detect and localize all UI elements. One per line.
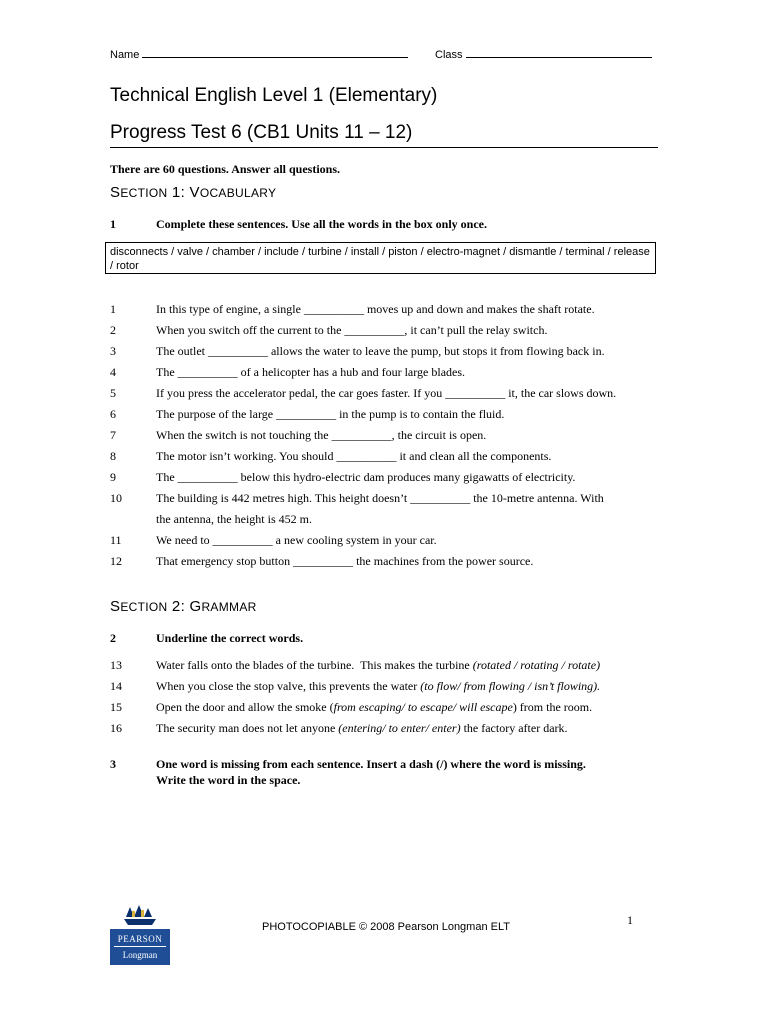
- question-text-continued: the antenna, the height is 452 m.: [156, 512, 312, 526]
- name-field[interactable]: [110, 48, 408, 61]
- task1-number: 1: [110, 217, 116, 231]
- question-text: Open the door and allow the smoke (from escaping/ to escape/ will escape) from the room.: [156, 700, 593, 714]
- class-label: Class: [435, 49, 463, 61]
- svg-text:Longman: Longman: [122, 950, 158, 960]
- answer-options[interactable]: (entering/ to enter/ enter): [338, 721, 461, 735]
- ship-icon: [124, 905, 156, 925]
- name-label: Name: [110, 49, 140, 61]
- word-box: disconnects / valve / chamber / include / turbine / install / piston / electro-magnet / dismantle / terminal / release / rotor: [105, 242, 656, 274]
- instructions: There are 60 questions. Answer all questions.: [110, 162, 341, 176]
- answer-options[interactable]: from escaping/ to escape/ will escape: [333, 700, 513, 714]
- section1-heading: SECTION 1: VOCABULARY: [110, 184, 277, 201]
- copyright-footer: PHOTOCOPIABLE © 2008 Pearson Longman ELT: [262, 921, 510, 933]
- question-number: 5: [110, 386, 116, 400]
- name-underline: [142, 48, 408, 58]
- question-number: 3: [110, 344, 116, 358]
- question-text: Water falls onto the blades of the turbine. This makes the turbine (rotated / rotating / rotate): [156, 658, 601, 672]
- pearson-longman-logo: [110, 903, 170, 965]
- task3-instruction-line2: Write the word in the space.: [156, 773, 301, 787]
- question-number: 9: [110, 470, 116, 484]
- question-text: In this type of engine, a single __________ moves up and down and makes the shaft rotate.: [156, 302, 595, 316]
- class-underline: [466, 48, 652, 58]
- question-number: 4: [110, 365, 116, 379]
- question-number: 12: [110, 554, 122, 568]
- question-number: 15: [110, 700, 122, 714]
- answer-options[interactable]: (to flow/ from flowing / isn’t flowing).: [420, 679, 601, 693]
- question-number: 8: [110, 449, 116, 463]
- question-text: The motor isn’t working. You should __________ it and clean all the components.: [156, 449, 552, 463]
- task3-instruction-line1: One word is missing from each sentence. Insert a dash (/) where the word is missing.: [156, 757, 586, 771]
- question-text: The security man does not let anyone (entering/ to enter/ enter) the factory after dark.: [156, 721, 568, 735]
- question-text: When the switch is not touching the __________, the circuit is open.: [156, 428, 487, 442]
- section2-heading: SECTION 2: GRAMMAR: [110, 598, 257, 615]
- answer-options[interactable]: (rotated / rotating / rotate): [472, 658, 601, 672]
- task1-instruction: Complete these sentences. Use all the words in the box only once.: [156, 217, 487, 231]
- question-text: The __________ below this hydro-electric dam produces many gigawatts of electricity.: [156, 470, 576, 484]
- question-number: 14: [110, 679, 122, 693]
- question-number: 6: [110, 407, 116, 421]
- question-number: 2: [110, 323, 116, 337]
- task3-number: 3: [110, 757, 116, 771]
- svg-text:PEARSON: PEARSON: [117, 934, 163, 944]
- question-text: The __________ of a helicopter has a hub and four large blades.: [156, 365, 466, 379]
- question-number: 7: [110, 428, 116, 442]
- page-number: 1: [627, 913, 633, 927]
- task2-instruction: Underline the correct words.: [156, 631, 304, 645]
- question-text: We need to __________ a new cooling system in your car.: [156, 533, 437, 547]
- question-text: That emergency stop button __________ the machines from the power source.: [156, 554, 534, 568]
- title-divider: [110, 147, 658, 148]
- question-number: 1: [110, 302, 116, 316]
- question-text: When you close the stop valve, this prevents the water (to flow/ from flowing / isn’t flowing).: [156, 679, 601, 693]
- document-title: Technical English Level 1 (Elementary): [110, 85, 438, 106]
- question-text: If you press the accelerator pedal, the car goes faster. If you __________ it, the car slows down.: [156, 386, 617, 400]
- test-title: Progress Test 6 (CB1 Units 11 – 12): [110, 122, 413, 143]
- question-number: 11: [110, 533, 122, 547]
- question-text: When you switch off the current to the __________, it can’t pull the relay switch.: [156, 323, 548, 337]
- class-field[interactable]: [435, 48, 652, 61]
- task2-number: 2: [110, 631, 116, 645]
- question-number: 13: [110, 658, 122, 672]
- question-text: The purpose of the large __________ in the pump is to contain the fluid.: [156, 407, 505, 421]
- question-number: 10: [110, 491, 122, 505]
- question-text: The outlet __________ allows the water to leave the pump, but stops it from flowing back in.: [156, 344, 605, 358]
- question-text: The building is 442 metres high. This height doesn’t __________ the 10-metre antenna. With: [156, 491, 604, 505]
- question-number: 16: [110, 721, 122, 735]
